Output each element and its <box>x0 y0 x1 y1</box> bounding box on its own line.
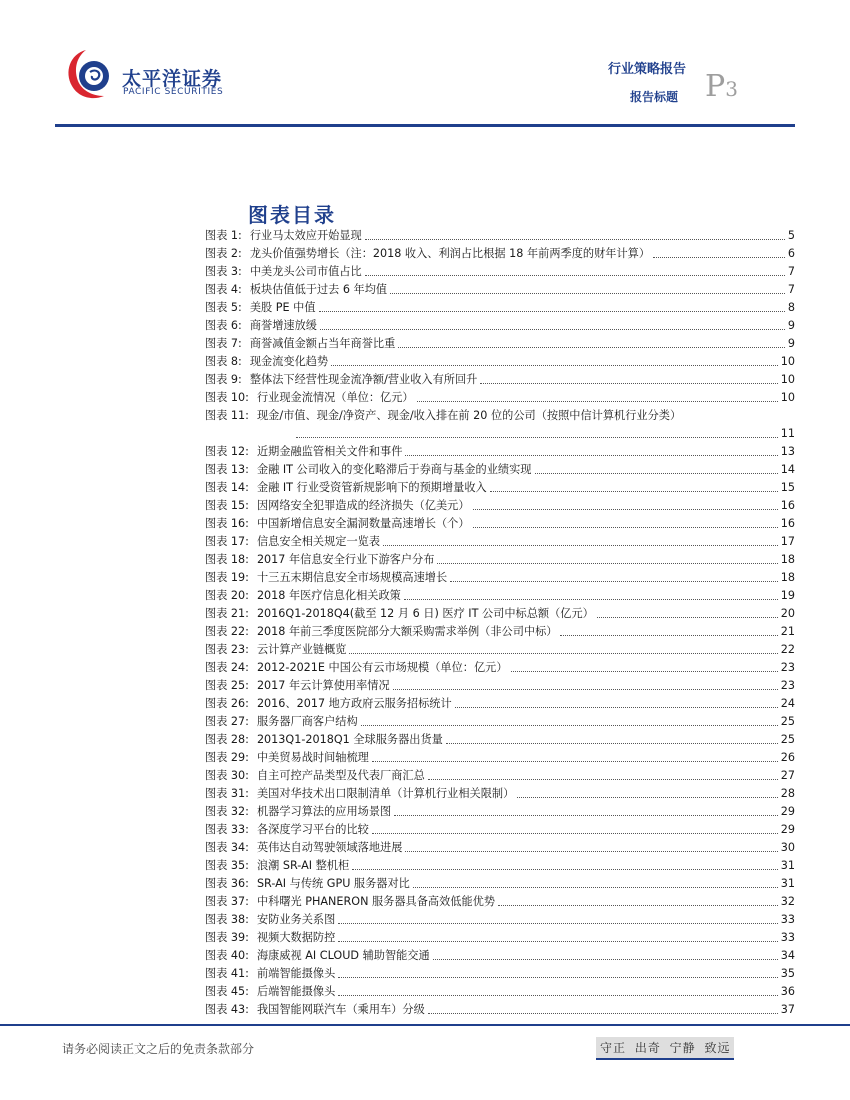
page-letter: P <box>705 69 726 104</box>
toc-entry-page: 16 <box>780 499 795 512</box>
toc-entry-title: 商誉增速放缓 <box>249 319 317 332</box>
toc-leader-dots <box>319 311 785 312</box>
toc-entry-page: 23 <box>780 661 795 674</box>
toc-entry-page: 9 <box>787 337 795 350</box>
toc-entry-page: 24 <box>780 697 795 710</box>
toc-entry-page: 10 <box>780 391 795 404</box>
toc-entry-title: 十三五末期信息安全市场规模高速增长 <box>256 571 448 584</box>
toc-entry-title: SR-AI 与传统 GPU 服务器对比 <box>256 877 410 890</box>
toc-entry[interactable] <box>205 731 795 749</box>
toc-entry-page: 23 <box>780 679 795 692</box>
toc-entry-number: 图表 41: <box>205 967 249 980</box>
toc-leader-dots <box>517 797 777 798</box>
toc-entry-title: 云计算产业链概览 <box>256 643 347 656</box>
pacific-securities-logo-icon <box>62 46 118 102</box>
toc-entry[interactable] <box>205 227 795 245</box>
toc-entry-title: 龙头价值强势增长（注：2018 收入、利润占比根据 18 年前两季度的财年计算） <box>249 247 651 260</box>
toc-entry-number: 图表 30: <box>205 769 249 782</box>
toc-leader-dots <box>393 689 778 690</box>
toc-entry-page: 35 <box>780 967 795 980</box>
toc-entry-page: 13 <box>780 445 795 458</box>
toc-leader-dots <box>413 887 778 888</box>
toc-entry-title: 安防业务关系图 <box>256 913 336 926</box>
toc-leader-dots <box>560 635 777 636</box>
toc-title: 图表目录 <box>248 203 336 227</box>
toc-entry-page: 7 <box>787 283 795 296</box>
toc-leader-dots <box>455 707 778 708</box>
toc-entry-page: 19 <box>780 589 795 602</box>
toc-entry-page: 30 <box>780 841 795 854</box>
toc-entry-title: 现金流变化趋势 <box>249 355 329 368</box>
toc-entry[interactable] <box>205 299 795 317</box>
toc-entry-page: 9 <box>787 319 795 332</box>
toc-entry-number: 图表 36: <box>205 877 249 890</box>
toc-entry[interactable] <box>205 821 795 839</box>
toc-entry[interactable] <box>205 929 795 947</box>
toc-entry-number: 图表 22: <box>205 625 249 638</box>
footer-divider <box>0 1024 850 1026</box>
toc-entry-number: 图表 10: <box>205 391 249 404</box>
toc-leader-dots <box>338 995 777 996</box>
toc-entry-page: 22 <box>780 643 795 656</box>
toc-entry[interactable] <box>205 281 795 299</box>
report-type: 行业策略报告 <box>608 62 687 77</box>
toc-entry-page: 15 <box>780 481 795 494</box>
toc-entry-page: 26 <box>780 751 795 764</box>
toc-entry-number: 图表 35: <box>205 859 249 872</box>
toc-entry[interactable] <box>205 983 795 1001</box>
toc-entry[interactable] <box>205 713 795 731</box>
toc-entry-title: 机器学习算法的应用场景图 <box>256 805 392 818</box>
toc-entry-page: 32 <box>780 895 795 908</box>
toc-entry[interactable] <box>205 407 795 425</box>
toc-leader-dots <box>428 779 778 780</box>
toc-entry-number: 图表 14: <box>205 481 249 494</box>
toc-leader-dots <box>473 527 778 528</box>
toc-entry-page: 21 <box>780 625 795 638</box>
toc-entry-title: 现金/市值、现金/净资产、现金/收入排在前 20 位的公司（按照中信计算机行业分类） <box>256 409 682 422</box>
toc-entry-number: 图表 23: <box>205 643 249 656</box>
toc-entry-number: 图表 5: <box>205 301 242 314</box>
toc-leader-dots <box>450 581 778 582</box>
toc-entry-page: 36 <box>780 985 795 998</box>
toc-entry-page: 20 <box>780 607 795 620</box>
toc-entry-title: 视频大数据防控 <box>256 931 336 944</box>
toc-entry-title: 英伟达自动驾驶领域落地进展 <box>256 841 403 854</box>
brand-name-en: PACIFIC SECURITIES <box>123 87 224 97</box>
toc-list <box>205 227 795 1019</box>
toc-entry-number: 图表 2: <box>205 247 242 260</box>
toc-entry-page: 14 <box>780 463 795 476</box>
toc-entry[interactable] <box>205 1001 795 1019</box>
toc-entry[interactable] <box>205 335 795 353</box>
toc-entry[interactable] <box>205 263 795 281</box>
toc-leader-dots <box>405 455 777 456</box>
toc-entry-number: 图表 20: <box>205 589 249 602</box>
toc-entry[interactable] <box>205 641 795 659</box>
toc-leader-dots <box>296 437 778 438</box>
toc-entry-number: 图表 18: <box>205 553 249 566</box>
toc-entry-page: 11 <box>780 427 795 440</box>
toc-entry[interactable] <box>205 497 795 515</box>
toc-entry-title: 因网络安全犯罪造成的经济损失（亿美元） <box>256 499 470 512</box>
toc-entry-page: 29 <box>780 823 795 836</box>
toc-entry[interactable] <box>205 461 795 479</box>
toc-entry-number: 图表 9: <box>205 373 242 386</box>
toc-leader-dots <box>338 923 777 924</box>
report-title: 报告标题 <box>630 90 679 104</box>
toc-entry-number: 图表 15: <box>205 499 249 512</box>
toc-entry-number: 图表 25: <box>205 679 249 692</box>
toc-entry[interactable] <box>205 371 795 389</box>
toc-entry-title: 2016Q1-2018Q4(截至 12 月 6 日) 医疗 IT 公司中标总额（亿元） <box>256 607 594 620</box>
toc-entry-title: 各深度学习平台的比较 <box>256 823 369 836</box>
toc-entry[interactable] <box>205 803 795 821</box>
toc-entry[interactable] <box>205 605 795 623</box>
toc-entry[interactable] <box>205 749 795 767</box>
toc-leader-dots <box>349 653 777 654</box>
toc-entry-page: 17 <box>780 535 795 548</box>
toc-entry-page: 33 <box>780 913 795 926</box>
toc-entry-title: 2012-2021E 中国公有云市场规模（单位：亿元） <box>256 661 508 674</box>
toc-leader-dots <box>446 743 778 744</box>
toc-entry-number: 图表 29: <box>205 751 249 764</box>
toc-entry[interactable] <box>205 893 795 911</box>
toc-leader-dots <box>417 401 778 402</box>
toc-entry-continuation <box>205 425 795 443</box>
toc-leader-dots <box>473 509 778 510</box>
toc-entry-number: 图表 43: <box>205 1003 249 1016</box>
toc-entry-page: 16 <box>780 517 795 530</box>
toc-entry-number: 图表 21: <box>205 607 249 620</box>
toc-entry-number: 图表 34: <box>205 841 249 854</box>
toc-entry[interactable] <box>205 551 795 569</box>
toc-leader-dots <box>398 347 785 348</box>
toc-entry-title: 美国对华技术出口限制清单（计算机行业相关限制） <box>256 787 515 800</box>
toc-entry-page: 29 <box>780 805 795 818</box>
toc-leader-dots <box>372 833 778 834</box>
toc-entry-number: 图表 33: <box>205 823 249 836</box>
toc-entry[interactable] <box>205 623 795 641</box>
toc-entry[interactable] <box>205 767 795 785</box>
toc-entry[interactable] <box>205 353 795 371</box>
toc-entry-number: 图表 37: <box>205 895 249 908</box>
toc-leader-dots <box>498 905 778 906</box>
toc-entry-title: 中美龙头公司市值占比 <box>249 265 362 278</box>
page-number <box>705 69 738 104</box>
toc-entry-number: 图表 8: <box>205 355 242 368</box>
toc-entry-page: 28 <box>780 787 795 800</box>
disclaimer-text: 请务必阅读正文之后的免责条款部分 <box>62 1042 255 1056</box>
toc-leader-dots <box>331 365 778 366</box>
toc-entry[interactable] <box>205 677 795 695</box>
toc-entry-title: 海康威视 AI CLOUD 辅助智能交通 <box>256 949 430 962</box>
toc-leader-dots <box>365 275 785 276</box>
toc-entry-page: 18 <box>780 571 795 584</box>
toc-leader-dots <box>433 959 778 960</box>
toc-entry-number: 图表 4: <box>205 283 242 296</box>
toc-entry-number: 图表 40: <box>205 949 249 962</box>
toc-entry-number: 图表 31: <box>205 787 249 800</box>
toc-entry-title: 中国新增信息安全漏洞数量高速增长（个） <box>256 517 470 530</box>
toc-entry-number: 图表 28: <box>205 733 249 746</box>
toc-entry[interactable] <box>205 965 795 983</box>
toc-entry-number: 图表 12: <box>205 445 249 458</box>
toc-entry-title: 金融 IT 行业受资管新规影响下的预期增量收入 <box>256 481 487 494</box>
toc-entry-title: 自主可控产品类型及代表厂商汇总 <box>256 769 425 782</box>
toc-entry[interactable] <box>205 515 795 533</box>
toc-leader-dots <box>372 761 778 762</box>
toc-leader-dots <box>383 545 778 546</box>
company-motto: 守正 出奇 宁静 致远 <box>596 1037 734 1060</box>
toc-entry-title: 行业马太效应开始显现 <box>249 229 362 242</box>
toc-leader-dots <box>338 977 777 978</box>
toc-leader-dots <box>404 599 778 600</box>
toc-entry[interactable] <box>205 911 795 929</box>
toc-entry-page: 25 <box>780 733 795 746</box>
toc-entry-number: 图表 38: <box>205 913 249 926</box>
toc-leader-dots <box>365 239 785 240</box>
toc-entry[interactable] <box>205 479 795 497</box>
toc-entry-page: 27 <box>780 769 795 782</box>
toc-leader-dots <box>338 941 777 942</box>
toc-entry-page: 10 <box>780 355 795 368</box>
toc-entry-title: 我国智能网联汽车（乘用车）分级 <box>256 1003 425 1016</box>
toc-entry-title: 2013Q1-2018Q1 全球服务器出货量 <box>256 733 443 746</box>
toc-leader-dots <box>394 815 778 816</box>
toc-leader-dots <box>390 293 785 294</box>
toc-entry-page: 31 <box>780 877 795 890</box>
toc-entry-number: 图表 7: <box>205 337 242 350</box>
toc-entry-title: 2016、2017 地方政府云服务招标统计 <box>256 697 452 710</box>
brand-name-cn: 太平洋证券 <box>122 68 223 90</box>
toc-entry-title: 中科曙光 PHANERON 服务器具备高效低能优势 <box>256 895 496 908</box>
toc-leader-dots <box>320 329 785 330</box>
toc-entry[interactable] <box>205 317 795 335</box>
toc-leader-dots <box>535 473 778 474</box>
toc-entry-title: 后端智能摄像头 <box>256 985 336 998</box>
toc-entry[interactable] <box>205 245 795 263</box>
toc-leader-dots <box>437 563 777 564</box>
toc-entry[interactable] <box>205 443 795 461</box>
toc-entry-title: 浪潮 SR-AI 整机柜 <box>256 859 350 872</box>
toc-leader-dots <box>405 851 777 852</box>
toc-entry-title: 商誉减值金额占当年商誉比重 <box>249 337 396 350</box>
toc-entry[interactable] <box>205 785 795 803</box>
toc-entry[interactable] <box>205 389 795 407</box>
toc-entry-title: 整体法下经营性现金流净额/营业收入有所回升 <box>249 373 478 386</box>
toc-entry[interactable] <box>205 857 795 875</box>
toc-leader-dots <box>490 491 778 492</box>
toc-entry-page: 8 <box>787 301 795 314</box>
toc-entry-page: 25 <box>780 715 795 728</box>
toc-leader-dots <box>653 257 785 258</box>
toc-entry-number: 图表 27: <box>205 715 249 728</box>
toc-entry[interactable] <box>205 659 795 677</box>
toc-entry[interactable] <box>205 875 795 893</box>
toc-entry-number: 图表 1: <box>205 229 242 242</box>
toc-entry-title: 2017 年信息安全行业下游客户分布 <box>256 553 435 566</box>
toc-entry-number: 图表 26: <box>205 697 249 710</box>
toc-entry[interactable] <box>205 695 795 713</box>
toc-entry-page: 10 <box>780 373 795 386</box>
toc-leader-dots <box>480 383 777 384</box>
page-digit: 3 <box>725 77 738 101</box>
toc-entry-title: 信息安全相关规定一览表 <box>256 535 381 548</box>
toc-leader-dots <box>428 1013 778 1014</box>
toc-entry-title: 金融 IT 公司收入的变化略滞后于券商与基金的业绩实现 <box>256 463 532 476</box>
toc-entry[interactable] <box>205 839 795 857</box>
header-divider <box>55 124 795 127</box>
toc-entry-number: 图表 32: <box>205 805 249 818</box>
toc-entry-title: 板块估值低于过去 6 年均值 <box>249 283 388 296</box>
toc-entry-page: 5 <box>787 229 795 242</box>
toc-entry-number: 图表 39: <box>205 931 249 944</box>
toc-entry-page: 18 <box>780 553 795 566</box>
toc-entry-page: 7 <box>787 265 795 278</box>
toc-entry-page: 37 <box>780 1003 795 1016</box>
toc-entry-title: 2018 年医疗信息化相关政策 <box>256 589 401 602</box>
toc-entry-title: 中美贸易战时间轴梳理 <box>256 751 369 764</box>
toc-entry-title: 2018 年前三季度医院部分大额采购需求举例（非公司中标） <box>256 625 558 638</box>
toc-entry[interactable] <box>205 533 795 551</box>
toc-entry[interactable] <box>205 587 795 605</box>
toc-entry-number: 图表 11: <box>205 409 249 422</box>
toc-entry-number: 图表 17: <box>205 535 249 548</box>
toc-entry-page: 6 <box>787 247 795 260</box>
toc-entry-title: 近期金融监管相关文件和事件 <box>256 445 403 458</box>
toc-entry-number: 图表 19: <box>205 571 249 584</box>
toc-entry-title: 2017 年云计算使用率情况 <box>256 679 390 692</box>
toc-entry[interactable] <box>205 569 795 587</box>
toc-leader-dots <box>597 617 778 618</box>
toc-leader-dots <box>352 869 778 870</box>
toc-entry-number: 图表 3: <box>205 265 242 278</box>
toc-entry-title: 美股 PE 中值 <box>249 301 316 314</box>
toc-entry-number: 图表 6: <box>205 319 242 332</box>
toc-entry-number: 图表 16: <box>205 517 249 530</box>
toc-entry-title: 前端智能摄像头 <box>256 967 336 980</box>
toc-entry-page: 33 <box>780 931 795 944</box>
toc-entry-number: 图表 45: <box>205 985 249 998</box>
toc-entry-page: 34 <box>780 949 795 962</box>
toc-entry-title: 行业现金流情况（单位：亿元） <box>256 391 414 404</box>
toc-entry-page: 31 <box>780 859 795 872</box>
toc-entry-title: 服务器厂商客户结构 <box>256 715 358 728</box>
toc-leader-dots <box>511 671 778 672</box>
toc-entry[interactable] <box>205 947 795 965</box>
toc-entry-number: 图表 24: <box>205 661 249 674</box>
toc-entry-number: 图表 13: <box>205 463 249 476</box>
toc-leader-dots <box>361 725 778 726</box>
